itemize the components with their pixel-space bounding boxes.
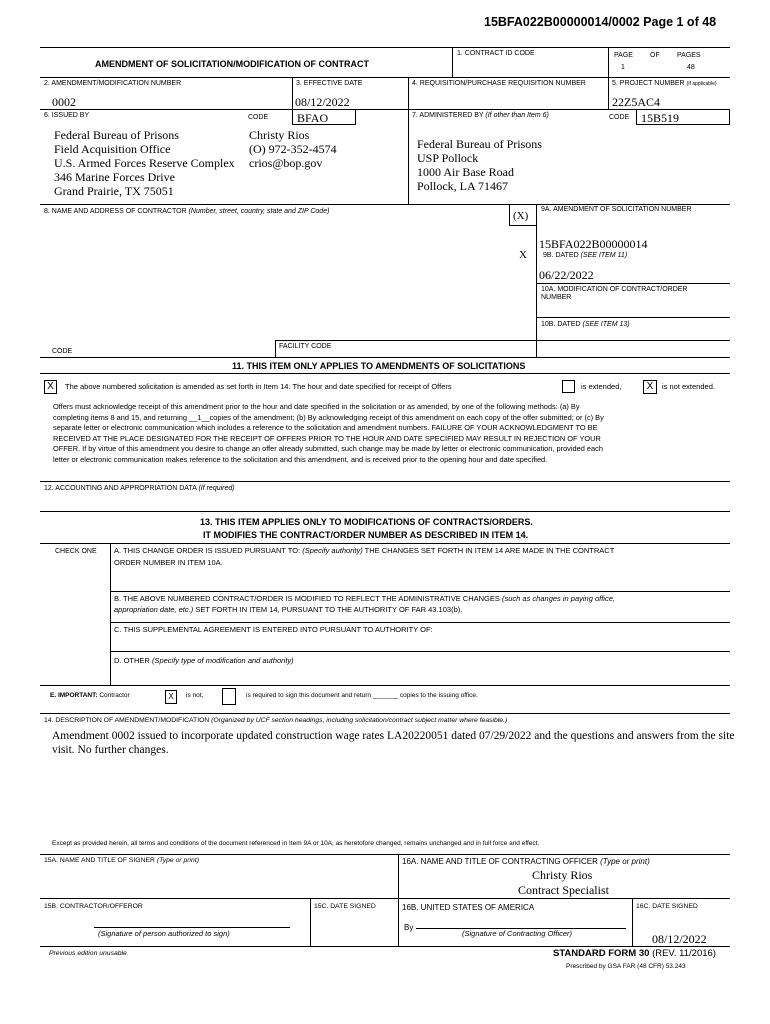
item13-b-line2: appropriation date, etc.) SET FORTH IN ITEM 14, PURSUANT TO THE AUTHORITY OF FAR 43.103(b). (114, 605, 463, 614)
officer-title: Contract Specialist (518, 883, 609, 897)
issued-address-5: Grand Prairie, TX 75051 (54, 184, 174, 198)
item11-checkbox-extended[interactable] (562, 380, 575, 393)
form-title: AMENDMENT OF SOLICITATION/MODIFICATION OF CONTRACT (95, 59, 369, 69)
is-required-label: is required to sign this document and return _______ copies to the issuing office. (246, 692, 478, 699)
issued-address-2: Field Acquisition Office (54, 142, 171, 156)
contact-phone: (O) 972-352-4574 (249, 142, 337, 156)
form-number: STANDARD FORM 30 (REV. 11/2016) (553, 948, 716, 959)
usa-label: 16B. UNITED STATES OF AMERICA (402, 903, 535, 912)
is-required-checkbox[interactable] (222, 688, 236, 705)
admin-address-3: 1000 Air Base Road (417, 165, 514, 179)
accounting-label: 12. ACCOUNTING AND APPROPRIATION DATA (If required) (44, 485, 235, 492)
admin-code-label: CODE (609, 114, 630, 121)
contractor-offeror-label: 15B. CONTRACTOR/OFFEROR (44, 903, 143, 910)
box8-mark: (X) (513, 210, 529, 222)
is-extended-label: is extended, (581, 382, 622, 391)
contractor-signature-label: (Signature of person authorized to sign) (98, 929, 230, 938)
contact-email: crios@bop.gov (249, 156, 323, 170)
requisition-label: 4. REQUISITION/PURCHASE REQUISITION NUMBER (412, 80, 586, 87)
admin-address-4: Pollock, LA 71467 (417, 179, 509, 193)
contracting-officer-label: 16A. NAME AND TITLE OF CONTRACTING OFFICER (Type or print) (402, 857, 650, 866)
contract-id-label: 1. CONTRACT ID CODE (457, 50, 535, 57)
check-one-label: CHECK ONE (55, 548, 97, 555)
item13-heading-2: IT MODIFIES THE CONTRACT/ORDER NUMBER AS DESCRIBED IN ITEM 14. (203, 530, 529, 540)
solicitation-number: 15BFA022B00000014 (539, 237, 648, 251)
issued-address-4: 346 Marine Forces Drive (54, 170, 175, 184)
admin-address-1: Federal Bureau of Prisons (417, 137, 542, 151)
solicitation-number-label: 9A. AMENDMENT OF SOLICITATION NUMBER (541, 206, 692, 213)
previous-edition: Previous edition unusable (49, 950, 127, 957)
facility-code-label: FACILITY CODE (279, 343, 332, 350)
item11-text: The above numbered solicitation is amended as set forth in Item 14. The hour and date specified for receipt of Offers (65, 382, 452, 391)
contractor-code-label: CODE (52, 348, 73, 355)
contractor-label: 8. NAME AND ADDRESS OF CONTRACTOR (Number, street, country, state and ZIP Code) (44, 208, 330, 215)
modification-number-label-2: NUMBER (541, 294, 572, 301)
is-not-label: is not, (186, 692, 204, 699)
administered-by-label: 7. ADMINISTERED BY (If other than Item 6) (412, 112, 549, 119)
officer-name: Christy Rios (532, 868, 593, 882)
signer-label: 15A. NAME AND TITLE OF SIGNER (Type or print) (44, 857, 199, 864)
total-pages: 48 (687, 64, 695, 71)
of-label: OF (650, 52, 660, 59)
issued-code: BFAO (297, 111, 329, 125)
description-text-2: visit. No further changes. (52, 744, 169, 756)
item11-checkbox-not-extended[interactable]: X (643, 380, 657, 394)
issued-address-3: U.S. Armed Forces Reserve Complex (54, 156, 235, 170)
issued-address-1: Federal Bureau of Prisons (54, 128, 179, 142)
item13-c: C. THIS SUPPLEMENTAL AGREEMENT IS ENTERED INTO PURSUANT TO AUTHORITY OF: (114, 625, 433, 634)
effective-date: 08/12/2022 (295, 95, 350, 109)
pages-label: PAGES (677, 52, 701, 59)
page-label: PAGE (614, 52, 633, 59)
issued-by-label: 6. ISSUED BY (44, 112, 90, 119)
officer-signature-label: (Signature of Contracting Officer) (462, 929, 573, 938)
item11-heading: 11. THIS ITEM ONLY APPLIES TO AMENDMENTS OF SOLICITATIONS (232, 361, 526, 371)
amendment-number: 0002 (52, 95, 76, 109)
except-text: Except as provided herein, all terms and conditions of the document referenced in Item 9A or 10A, as heretofore changed, remains unchanged and in full force and effect. (52, 840, 540, 847)
page-number: 1 (621, 64, 625, 71)
amendment-number-label: 2. AMENDMENT/MODIFICATION NUMBER (44, 80, 182, 87)
admin-code: 15B519 (641, 111, 680, 125)
prescribed-by: Prescribed by GSA FAR (48 CFR) 53.243 (566, 963, 686, 970)
effective-date-label: 3. EFFECTIVE DATE (296, 80, 363, 87)
box8-x: X (519, 249, 527, 261)
page-id: 15BFA022B00000014/0002 Page 1 of 48 (484, 15, 717, 29)
item13-b-line1: B. THE ABOVE NUMBERED CONTRACT/ORDER IS MODIFIED TO REFLECT THE ADMINISTRATIVE CHANGES (such as changes in paying office, (114, 594, 615, 603)
description-label: 14. DESCRIPTION OF AMENDMENT/MODIFICATION (Organized by UCF section headings, including solicitation/contract subject matter where feasible.) (44, 717, 508, 724)
date-signed-16c-label: 16C. DATE SIGNED (636, 903, 698, 910)
project-number: 22Z5AC4 (612, 95, 660, 109)
date-signed-15c-label: 15C. DATE SIGNED (314, 903, 376, 910)
is-not-checkbox[interactable]: X (165, 690, 177, 704)
project-number-label: 5. PROJECT NUMBER (If applicable) (612, 80, 717, 87)
dated-10b-label: 10B. DATED (SEE ITEM 13) (541, 321, 630, 328)
description-text-1: Amendment 0002 issued to incorporate updated construction wage rates LA20220051 dated 07/29/2022 and the questions and answers from the site (52, 730, 735, 742)
contact-name: Christy Rios (249, 128, 310, 142)
dated-9b: 06/22/2022 (539, 268, 594, 282)
by-label: By (404, 923, 414, 932)
date-signed-16c: 08/12/2022 (652, 932, 707, 946)
item11-paragraph: Offers must acknowledge receipt of this amendment prior to the hour and date specified in the solicitation or as amended, by one of the following methods: (a) By completing items 8 and 15, and returning __1__copies of the amendment; (b) By acknowledging receipt of this amendment on each copy of the offer submitted; or (c) By separate letter or electronic communication which includes a reference to the solicitation and amendment numbers. FAILURE OF YOUR ACKNOWLEDGMENT TO BE RECEIVED AT THE PLACE DESIGNATED FOR THE RECEIPT OF OFFERS PRIOR TO THE HOUR AND DATE SPECIFIED MAY RESULT IN REJECTION OF YOUR OFFER. If by virtue of this amendment you desire to change an offer already submitted, such change may be made by letter or electronic communication, provided each letter or electronic communication makes reference to the solicitation and this amendment, and is received prior to the opening hour and date specified. (53, 402, 604, 464)
not-extended-label: is not extended. (662, 382, 715, 391)
item13-a-line1: A. THIS CHANGE ORDER IS ISSUED PURSUANT TO: (Specify authority) THE CHANGES SET FORTH IN ITEM 14 ARE MADE IN THE CONTRACT (114, 546, 615, 555)
admin-address-2: USP Pollock (417, 151, 479, 165)
item13-d: D. OTHER (Specify type of modification and authority) (114, 656, 294, 665)
important-label: E. IMPORTANT: Contractor (50, 692, 130, 699)
modification-number-label-1: 10A. MODIFICATION OF CONTRACT/ORDER (541, 286, 688, 293)
issued-code-label: CODE (248, 114, 269, 121)
item13-heading-1: 13. THIS ITEM APPLIES ONLY TO MODIFICATIONS OF CONTRACTS/ORDERS. (200, 517, 533, 527)
item11-checkbox-amended[interactable]: X (44, 380, 57, 394)
item13-a-line2: ORDER NUMBER IN ITEM 10A. (114, 558, 223, 567)
dated-9b-label: 9B. DATED (SEE ITEM 11) (543, 252, 628, 259)
